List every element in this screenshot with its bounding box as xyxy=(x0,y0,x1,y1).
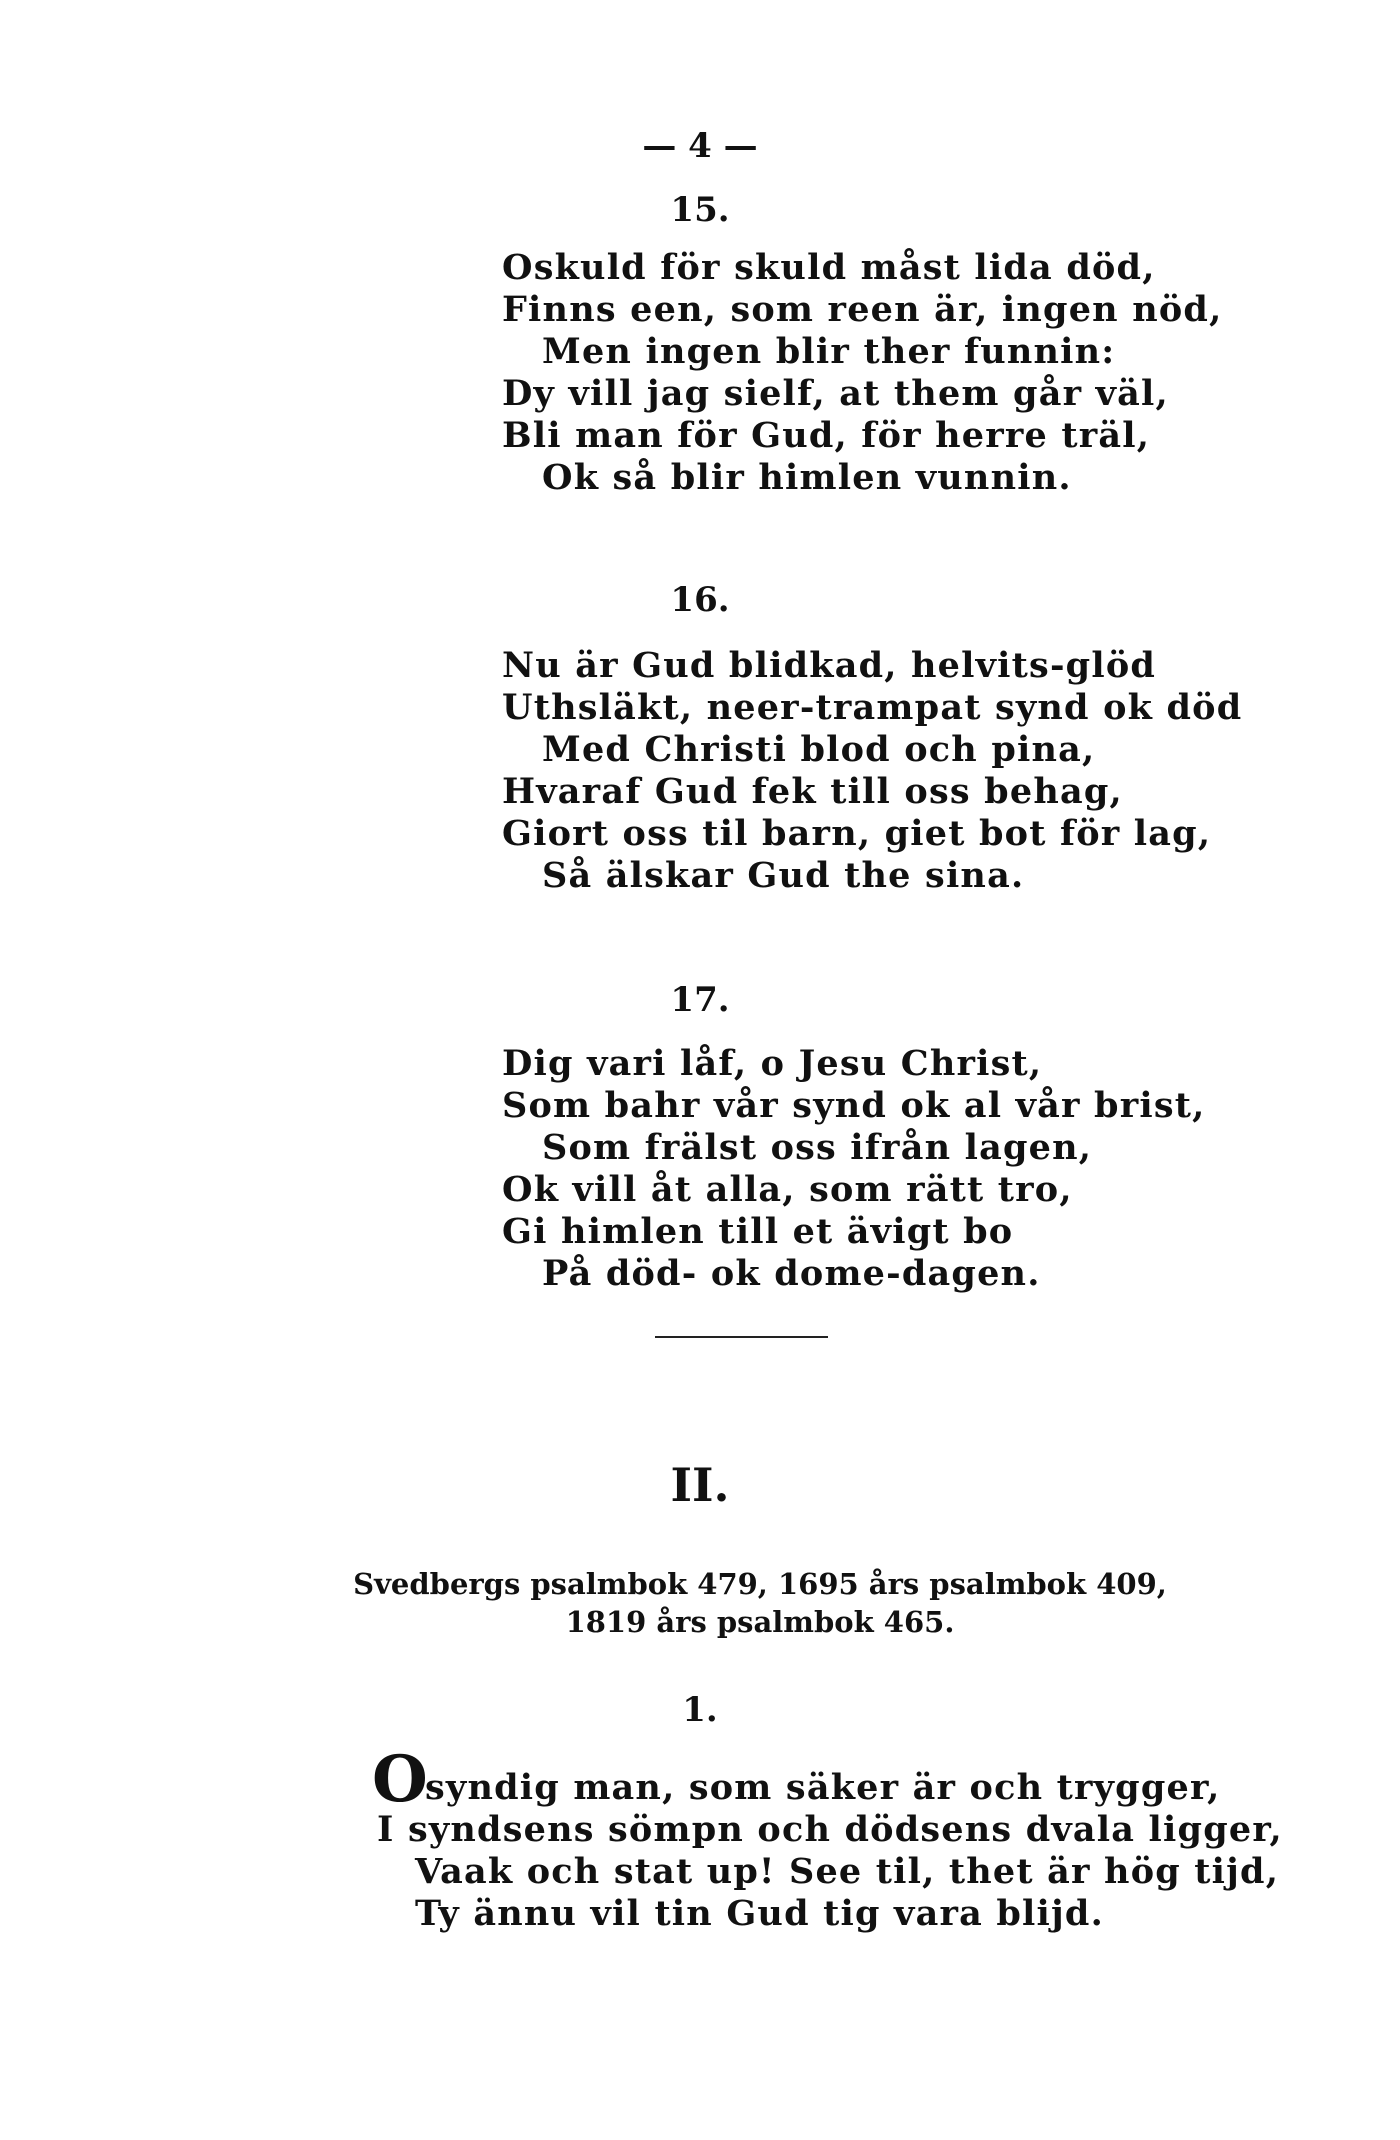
verse-line: Bli man för Gud, för herre träl, xyxy=(502,415,1151,456)
stanza-number: 17. xyxy=(670,980,730,1020)
verse-line: Nu är Gud blidkad, helvits-glöd xyxy=(502,645,1157,686)
verse-line: Men ingen blir ther funnin: xyxy=(542,331,1116,372)
verse-line: På död- ok dome-dagen. xyxy=(542,1253,1041,1294)
verse-line: Så älskar Gud the sina. xyxy=(542,855,1025,896)
verse-line: Giort oss til barn, giet bot för lag, xyxy=(502,813,1212,854)
verse-line: Vaak och stat up! See til, thet är hög tijd, xyxy=(415,1851,1280,1892)
verse-line: Ok vill åt alla, som rätt tro, xyxy=(502,1169,1073,1210)
stanza-number: 16. xyxy=(670,580,730,620)
verse-line: Med Christi blod och pina, xyxy=(542,729,1096,770)
verse-line: Oskuld för skuld måst lida död, xyxy=(502,247,1156,288)
verse-line: Hvaraf Gud fek till oss behag, xyxy=(502,771,1123,812)
verse-line: Finns een, som reen är, ingen nöd, xyxy=(502,289,1223,330)
verse-line: Gi himlen till et ävigt bo xyxy=(502,1211,1014,1252)
verse-line: Uthsläkt, neer-trampat synd ok död xyxy=(502,687,1243,728)
verse-line: I syndsens sömpn och dödsens dvala ligger, xyxy=(377,1809,1283,1850)
stanza-number: 15. xyxy=(670,190,730,230)
page-number: — 4 — xyxy=(642,126,758,166)
hymnbook-reference: Svedbergs psalmbok 479, 1695 års psalmbok 409, 1819 års psalmbok 465. xyxy=(353,1567,1167,1639)
verse-line: Dig vari låf, o Jesu Christ, xyxy=(502,1043,1043,1084)
section-divider xyxy=(655,1336,828,1338)
drop-initial: O xyxy=(372,1742,428,1817)
part-heading: II. xyxy=(670,1458,730,1512)
verse-line: Som bahr vår synd ok al vår brist, xyxy=(502,1085,1206,1126)
verse-line: Ok så blir himlen vunnin. xyxy=(542,457,1072,498)
verse-line: Dy vill jag sielf, at them går väl, xyxy=(502,373,1169,414)
verse-line: syndig man, som säker är och trygger, xyxy=(425,1767,1221,1808)
stanza-number: 1. xyxy=(682,1690,718,1730)
verse-line: Som frälst oss ifrån lagen, xyxy=(542,1127,1093,1168)
verse-line: Ty ännu vil tin Gud tig vara blijd. xyxy=(415,1893,1104,1934)
